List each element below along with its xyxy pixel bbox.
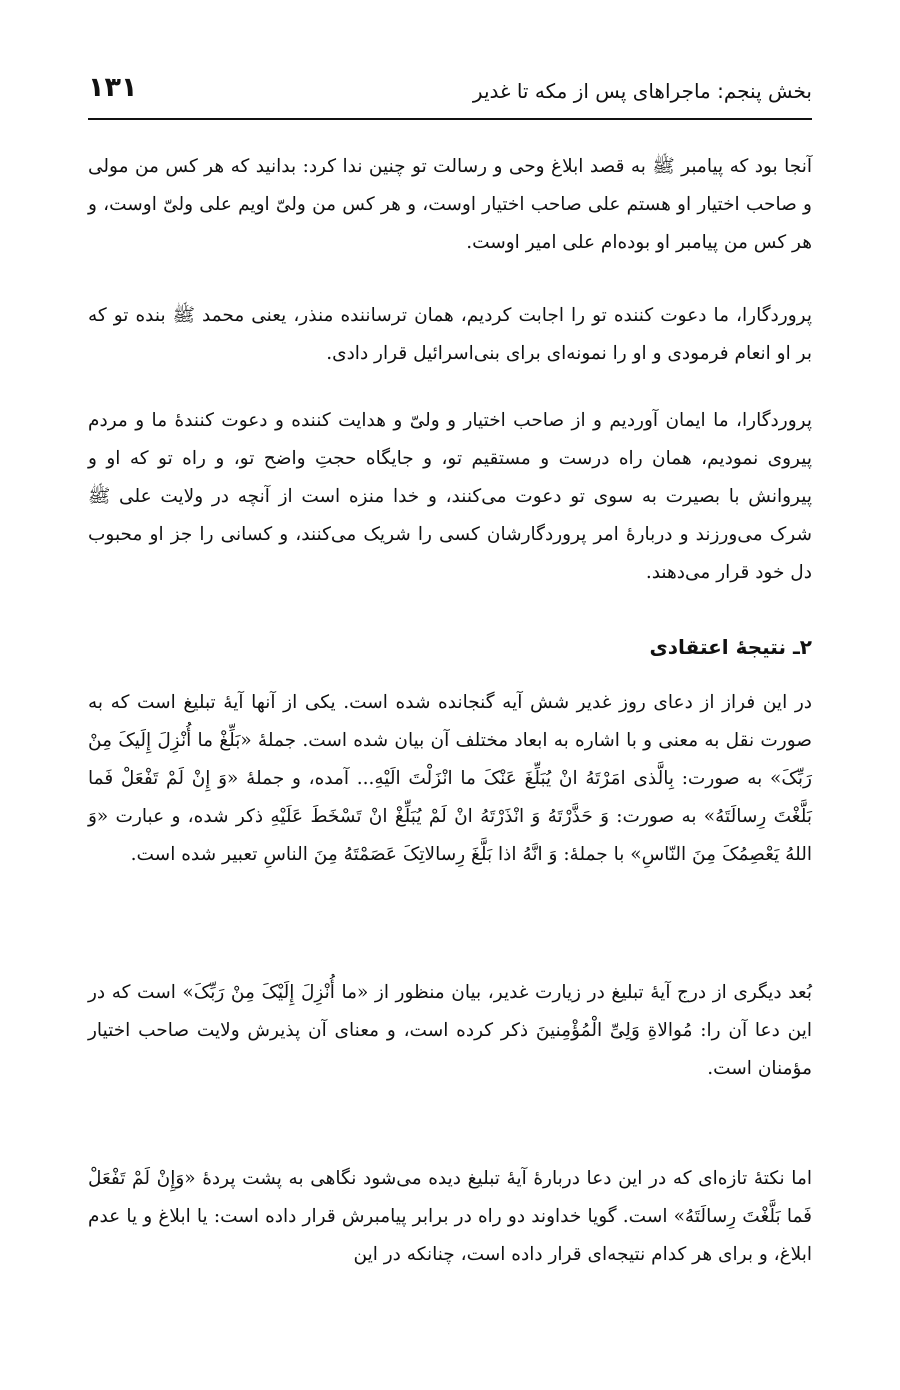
paragraph-we-believed: پروردگارا، ما ایمان آوردیم و از صاحب اختیار و ولیّ و هدایت کننده و دعوت کنندهٔ ما و مردم پیروی نمودیم، همان راه درست و مستقیم تو، و جایگاه حجتِ واضح تو، و راه تو که او و پیروانش با بصیرت به سوی تو دعوت می‌کنند، و خدا منزه است از آنچه در ولایت علی ﷺ شرک می‌ورزند و دربارهٔ امر پروردگارشان کسی را شریک می‌کنند، و کسانی را جز او محبوب دل خود قرار می‌دهند.	[88, 410, 812, 583]
paragraph-answering-caller: پروردگارا، ما دعوت کننده تو را اجابت کردیم، همان ترساننده منذر، یعنی محمد ﷺ بنده تو که بر او انعام فرمودی و او را نمونه‌ای برای بنی‌اسرائیل قرار دادی.	[88, 305, 812, 364]
paragraph-new-point: اما نکتهٔ تازه‌ای که در این دعا دربارهٔ آیهٔ تبلیغ دیده می‌شود نگاهی به پشت پردهٔ «وَإِنْ لَمْ تَفْعَلْ فَما بَلَّغْتَ رِسالَتَهُ» است. گویا خداوند دو راه در برابر پیامبرش قرار داده است: یا ابلاغ و یا عدم ابلاغ، و برای هر کدام نتیجه‌ای قرار داده است، چنانکه در این	[88, 1168, 812, 1265]
paragraph-prophet-announcement: آنجا بود که پیامبر ﷺ به قصد ابلاغ وحی و رسالت تو چنین ندا کرد: بدانید که هر کس من مولی و صاحب اختیار او هستم علی صاحب اختیار اوست، و هر کس من ولیّ اویم علی ولیّ اوست، و هر کس من پیامبر او بوده‌ام علی امیر اوست.	[88, 156, 812, 253]
page-header	[88, 62, 812, 120]
running-title: بخش پنجم: ماجراهای پس از مکه تا غدیر	[472, 79, 812, 103]
section-heading: ۲ـ نتیجهٔ اعتقادی	[649, 635, 812, 659]
paragraph-other-dimension: بُعد دیگری از درج آیهٔ تبلیغ در زیارت غدیر، بیان منظور از «ما أُنْزِلَ إِلَیْکَ مِنْ رَبِّکَ» است که در این دعا آن را: مُوالاةِ وَلِیِّ الْمُؤْمِنینَ ذکر کرده است، و معنای آن پذیرش ولایت صاحب اختیار مؤمنان است.	[88, 982, 812, 1079]
paragraph-tabligh-verse: در این فراز از دعای روز غدیر شش آیه گنجانده شده است. یکی از آنها آیهٔ تبلیغ است که به صورت نقل به معنی و با اشاره به ابعاد مختلف آن بیان شده است. جملهٔ «بَلِّغْ ما أُنْزِلَ إِلَیکَ مِنْ رَبِّکَ» به صورت: بِالَّذی امَرْتَهُ انْ یُبَلِّغَ عَنْکَ ما انْزَلْتَ الَیْهِ... آمده، و جملهٔ «وَ إِنْ لَمْ تَفْعَلْ فَما بَلَّغْتَ رِسالَتَهُ» به صورت: وَ حَذَّرْتَهُ وَ انْذَرْتَهُ انْ لَمْ یُبَلِّغْ انْ تَسْخَطَ عَلَیْهِ ذکر شده، و عبارت «وَ اللهُ یَعْصِمُکَ مِنَ النّاسِ» با جملهٔ: وَ انَّهُ اذا بَلَّغَ رِسالاتِکَ عَصَمْتَهُ مِنَ الناسِ تعبیر شده است.	[88, 692, 812, 865]
page-number: ۱۳۱	[88, 72, 138, 103]
